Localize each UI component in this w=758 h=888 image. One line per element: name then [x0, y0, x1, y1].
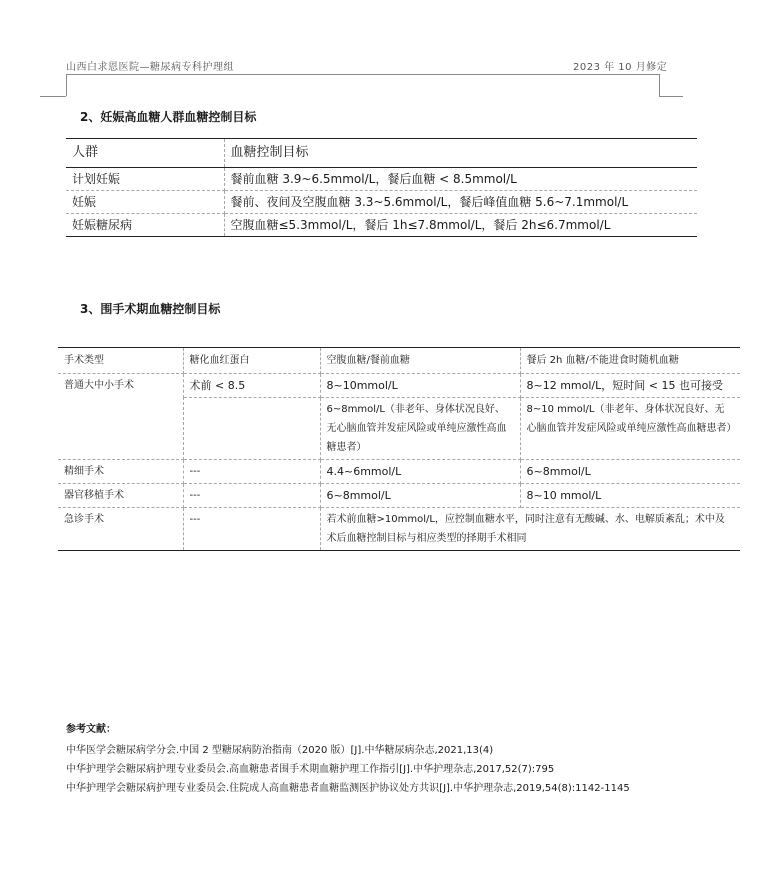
reference-item: 中华医学会糖尿病学分会.中国 2 型糖尿病防治指南（2020 版）[J].中华糖尿病杂志,2021,13(4): [66, 745, 494, 756]
target-cell: 空腹血糖≤5.3mmol/L，餐后 1h≤7.8mmol/L，餐后 2h≤6.7mmol/L: [224, 214, 697, 237]
header-rule: [66, 74, 660, 75]
hba1c-cell: ---: [183, 508, 320, 551]
column-header: 人群: [66, 139, 224, 168]
column-header: 血糖控制目标: [224, 139, 697, 168]
target-cell: 餐前血糖 3.9~6.5mmol/L，餐后血糖 < 8.5mmol/L: [224, 168, 697, 191]
population-cell: 妊娠: [66, 191, 224, 214]
table-row: [66, 191, 697, 214]
perioperative-glucose-table: [58, 347, 740, 551]
hba1c-cell: 术前 < 8.5: [183, 374, 320, 398]
postprandial-cell: 8~10 mmol/L（非老年、身体状况良好、无心脑血管并发症风险或单纯应激性高血糖患者）: [520, 398, 740, 460]
hba1c-cell: ---: [183, 484, 320, 508]
surgery-type-cell: 器官移植手术: [58, 484, 183, 508]
crop-mark-left: [40, 96, 66, 97]
table-row: [58, 484, 740, 508]
population-cell: 妊娠糖尿病: [66, 214, 224, 237]
column-header: 糖化血红蛋白: [183, 348, 320, 374]
emergency-note-cell: 若术前血糖>10mmol/L，应控制血糖水平，同时注意有无酸碱、水、电解质紊乱；术中及术后血糖控制目标与相应类型的择期手术相同: [320, 508, 740, 551]
crop-mark-right-vertical: [659, 74, 660, 96]
postprandial-cell: 8~12 mmol/L，短时间 < 15 也可接受: [520, 374, 740, 398]
table-row: [58, 460, 740, 484]
target-cell: 餐前、夜间及空腹血糖 3.3~5.6mmol/L，餐后峰值血糖 5.6~7.1mmol/L: [224, 191, 697, 214]
pregnancy-glucose-table: [66, 138, 697, 237]
table-row: [58, 374, 740, 398]
section2-title: 2、妊娠高血糖人群血糖控制目标: [80, 110, 257, 124]
postprandial-cell: 8~10 mmol/L: [520, 484, 740, 508]
population-cell: 计划妊娠: [66, 168, 224, 191]
column-header: 手术类型: [58, 348, 183, 374]
fasting-cell: 6~8mmol/L: [320, 484, 520, 508]
references: [66, 720, 676, 798]
header-date: 2023 年 10 月修定: [573, 62, 668, 73]
reference-item: 中华护理学会糖尿病护理专业委员会.住院成人高血糖患者血糖监测医护协议处方共识[J].中华护理杂志,2019,54(8):1142-1145: [66, 783, 630, 794]
surgery-type-cell: 精细手术: [58, 460, 183, 484]
reference-item: 中华护理学会糖尿病护理专业委员会.高血糖患者围手术期血糖护理工作指引[J].中华护理杂志,2017,52(7):795: [66, 764, 555, 775]
column-header: 餐后 2h 血糖/不能进食时随机血糖: [520, 348, 740, 374]
table-header-row: [66, 139, 697, 168]
postprandial-cell: 6~8mmol/L: [520, 460, 740, 484]
table-row: [58, 508, 740, 551]
section3-title: 3、围手术期血糖控制目标: [80, 302, 221, 316]
table-row: [66, 214, 697, 237]
hba1c-cell: [183, 398, 320, 460]
fasting-cell: 6~8mmol/L（非老年、身体状况良好、无心脑血管并发症风险或单纯应激性高血糖患者）: [320, 398, 520, 460]
references-heading: 参考文献：: [66, 724, 116, 735]
table-row: [66, 168, 697, 191]
surgery-type-cell: 急诊手术: [58, 508, 183, 551]
surgery-type-cell: 普通大中小手术: [58, 374, 183, 460]
crop-mark-left-vertical: [66, 74, 67, 96]
crop-mark-right: [659, 96, 683, 97]
column-header: 空腹血糖/餐前血糖: [320, 348, 520, 374]
fasting-cell: 8~10mmol/L: [320, 374, 520, 398]
fasting-cell: 4.4~6mmol/L: [320, 460, 520, 484]
table-header-row: [58, 348, 740, 374]
hba1c-cell: ---: [183, 460, 320, 484]
header-org: 山西白求恩医院—糖尿病专科护理组: [66, 62, 234, 73]
